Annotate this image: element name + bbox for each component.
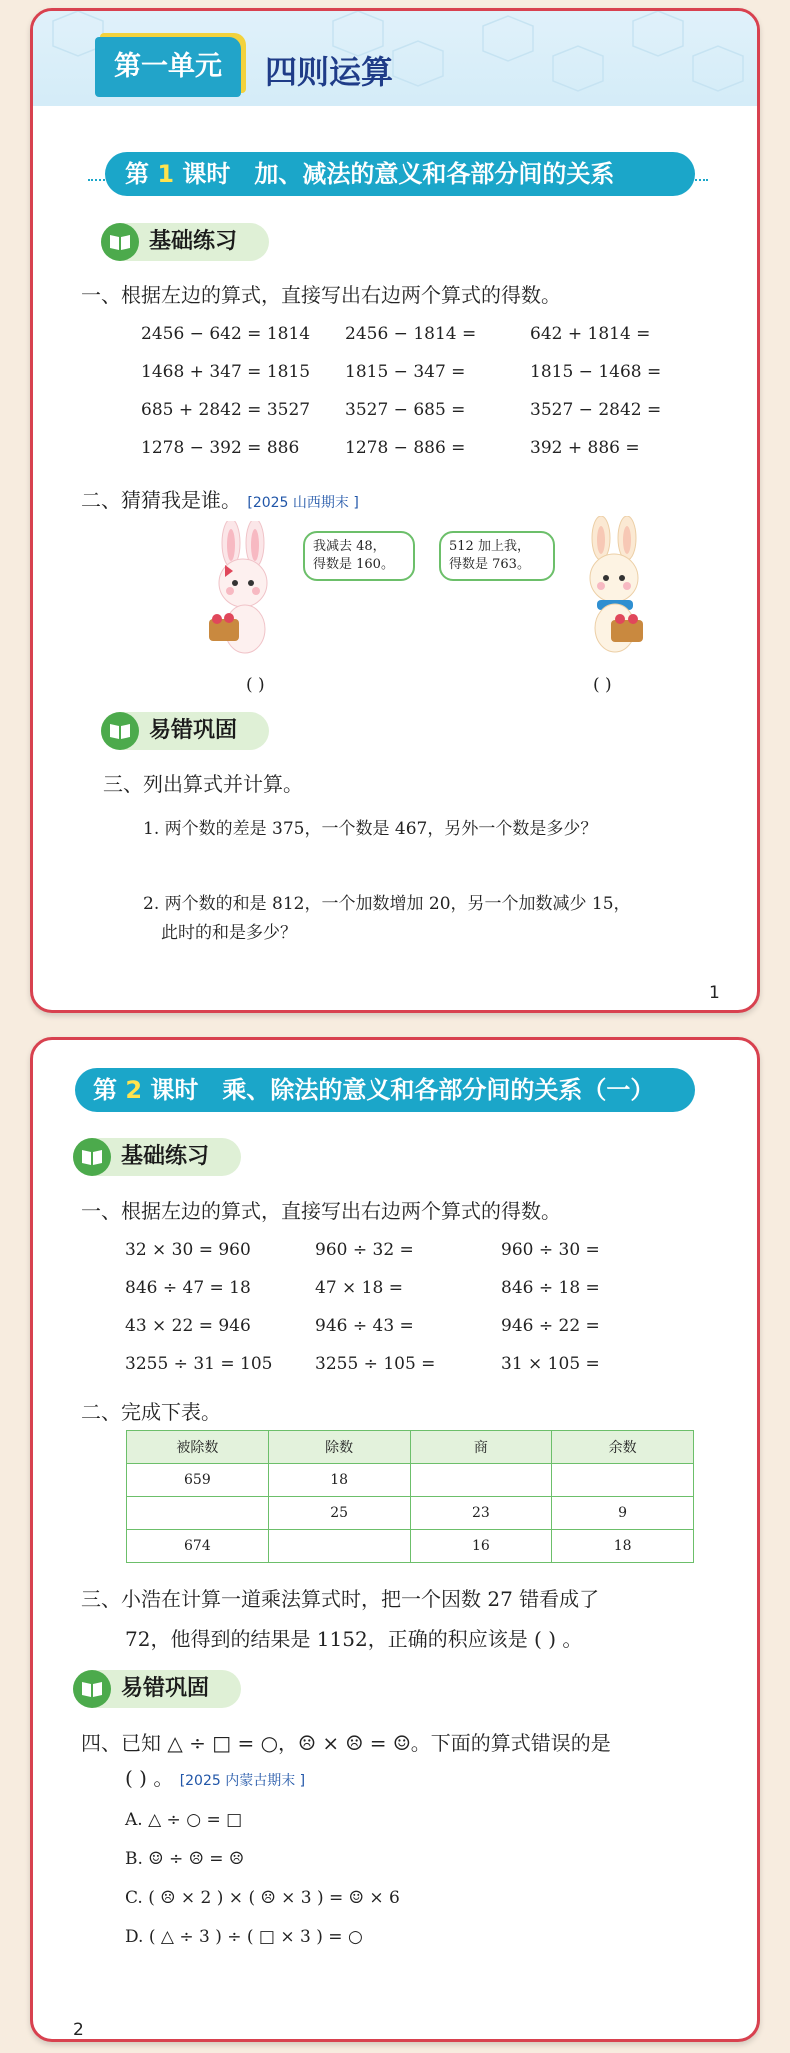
equation: 1278 − 886 = bbox=[345, 438, 466, 458]
bubble-line: 512 加上我， bbox=[449, 539, 530, 554]
table-header-cell: 除数 bbox=[268, 1431, 410, 1464]
lesson-number: 2 bbox=[125, 1076, 143, 1104]
equation: 960 ÷ 32 = bbox=[315, 1240, 414, 1260]
question-3: 三、小浩在计算一道乘法算式时，把一个因数 27 错看成了 bbox=[81, 1587, 600, 1611]
equation: 3255 ÷ 31 = 105 bbox=[125, 1354, 273, 1374]
equation: 2456 − 1814 = bbox=[345, 324, 477, 344]
equation: 1278 − 392 = 886 bbox=[141, 438, 300, 458]
table-cell bbox=[552, 1464, 694, 1497]
answer-blank: ( ) bbox=[593, 675, 612, 695]
equation: 2456 − 642 = 1814 bbox=[141, 324, 311, 344]
division-table bbox=[126, 1430, 694, 1563]
question-1: 一、根据左边的算式，直接写出右边两个算式的得数。 bbox=[81, 1199, 561, 1223]
source-tag: [2025 内蒙古期末 ] bbox=[179, 1773, 306, 1789]
bubble-line: 得数是 763。 bbox=[449, 557, 530, 572]
page-number: 1 bbox=[709, 983, 720, 1003]
speech-bubble-1 bbox=[303, 531, 415, 581]
table-cell: 25 bbox=[268, 1497, 410, 1530]
speech-bubble-2 bbox=[439, 531, 555, 581]
lesson-title-bar bbox=[105, 152, 695, 196]
question-3-2: 2. 两个数的和是 812，一个加数增加 20，另一个加数减少 15， bbox=[143, 894, 631, 914]
lesson-prefix: 第 bbox=[93, 1076, 117, 1104]
table-header-row bbox=[127, 1431, 694, 1464]
section-label: 易错巩固 bbox=[149, 718, 238, 743]
equation: 3255 ÷ 105 = bbox=[315, 1354, 436, 1374]
equation: 1815 − 1468 = bbox=[530, 362, 662, 382]
equation: 392 + 886 = bbox=[530, 438, 640, 458]
equation: 685 + 2842 = 3527 bbox=[141, 400, 311, 420]
equation: 3527 − 2842 = bbox=[530, 400, 662, 420]
book-icon bbox=[101, 223, 139, 261]
question-3-1: 1. 两个数的差是 375，一个数是 467，另外一个数是多少？ bbox=[143, 819, 598, 839]
equation: 31 × 105 = bbox=[501, 1354, 600, 1374]
table-row bbox=[127, 1497, 694, 1530]
question-4-cont bbox=[125, 1762, 305, 1791]
answer-blank: ( ) bbox=[246, 675, 265, 695]
table-cell: 23 bbox=[410, 1497, 552, 1530]
table-cell: 674 bbox=[127, 1530, 269, 1563]
unit-title: 四则运算 bbox=[265, 53, 394, 91]
question-2: 二、完成下表。 bbox=[81, 1400, 221, 1424]
table-cell bbox=[268, 1530, 410, 1563]
question-3-2-cont: 此时的和是多少？ bbox=[161, 923, 297, 943]
book-icon bbox=[73, 1138, 111, 1176]
question-4: 四、已知 △ ÷ □ = ○，☹ × ☹ = ☺。下面的算式错误的是 bbox=[81, 1731, 611, 1755]
equation: 47 × 18 = bbox=[315, 1278, 403, 1298]
section-basic-practice bbox=[73, 1138, 241, 1176]
question-2-text: 二、猜猜我是谁。 bbox=[81, 488, 241, 512]
lesson-prefix: 第 bbox=[125, 160, 149, 188]
section-error-practice bbox=[101, 712, 269, 750]
section-label: 易错巩固 bbox=[121, 1676, 210, 1701]
table-header-cell: 余数 bbox=[552, 1431, 694, 1464]
table-cell bbox=[410, 1464, 552, 1497]
equation: 3527 − 685 = bbox=[345, 400, 466, 420]
table-row bbox=[127, 1530, 694, 1563]
unit-tag: 第一单元 bbox=[95, 37, 241, 97]
table-cell bbox=[127, 1497, 269, 1530]
equation: 642 + 1814 = bbox=[530, 324, 651, 344]
table-cell: 18 bbox=[268, 1464, 410, 1497]
question-2 bbox=[81, 484, 359, 513]
unit-header-band bbox=[33, 11, 760, 106]
question-3-cont: 72，他得到的结果是 1152，正确的积应该是 ( ) 。 bbox=[125, 1627, 583, 1651]
question-4-blank: ( ) 。 bbox=[125, 1766, 174, 1790]
source-tag: [2025 山西期末 ] bbox=[247, 495, 359, 511]
option-a: A. △ ÷ ○ = □ bbox=[125, 1810, 243, 1830]
equation: 32 × 30 = 960 bbox=[125, 1240, 251, 1260]
option-d: D. ( △ ÷ 3 ) ÷ ( □ × 3 ) = ○ bbox=[125, 1927, 363, 1947]
table-cell: 18 bbox=[552, 1530, 694, 1563]
equation: 946 ÷ 22 = bbox=[501, 1316, 600, 1336]
page-number: 2 bbox=[73, 2020, 84, 2040]
equation: 946 ÷ 43 = bbox=[315, 1316, 414, 1336]
equation: 43 × 22 = 946 bbox=[125, 1316, 251, 1336]
table-cell: 9 bbox=[552, 1497, 694, 1530]
equation: 1468 + 347 = 1815 bbox=[141, 362, 311, 382]
table-row bbox=[127, 1464, 694, 1497]
section-label: 基础练习 bbox=[149, 229, 238, 254]
question-3: 三、列出算式并计算。 bbox=[103, 772, 303, 796]
page-2-card bbox=[30, 1037, 760, 2042]
section-error-practice bbox=[73, 1670, 241, 1708]
book-icon bbox=[73, 1670, 111, 1708]
section-basic-practice bbox=[101, 223, 269, 261]
lesson-title: 课时 加、减法的意义和各部分间的关系 bbox=[182, 160, 615, 188]
bubble-line: 得数是 160。 bbox=[313, 557, 394, 572]
equation: 846 ÷ 18 = bbox=[501, 1278, 600, 1298]
bunny-girl-illustration bbox=[203, 521, 283, 661]
lesson-title-bar bbox=[75, 1068, 695, 1112]
equation: 846 ÷ 47 = 18 bbox=[125, 1278, 251, 1298]
table-cell: 659 bbox=[127, 1464, 269, 1497]
equation: 960 ÷ 30 = bbox=[501, 1240, 600, 1260]
table-header-cell: 商 bbox=[410, 1431, 552, 1464]
table-cell: 16 bbox=[410, 1530, 552, 1563]
option-c: C. ( ☹ × 2 ) × ( ☹ × 3 ) = ☺ × 6 bbox=[125, 1888, 400, 1908]
bunny-boy-illustration bbox=[573, 516, 653, 661]
question-1: 一、根据左边的算式，直接写出右边两个算式的得数。 bbox=[81, 283, 561, 307]
lesson-title: 课时 乘、除法的意义和各部分间的关系（一） bbox=[150, 1076, 655, 1104]
equation: 1815 − 347 = bbox=[345, 362, 466, 382]
option-b: B. ☺ ÷ ☹ = ☹ bbox=[125, 1849, 245, 1869]
lesson-number: 1 bbox=[157, 160, 175, 188]
bubble-line: 我减去 48， bbox=[313, 539, 386, 554]
book-icon bbox=[101, 712, 139, 750]
page-1-card bbox=[30, 8, 760, 1013]
section-label: 基础练习 bbox=[121, 1144, 210, 1169]
table-header-cell: 被除数 bbox=[127, 1431, 269, 1464]
